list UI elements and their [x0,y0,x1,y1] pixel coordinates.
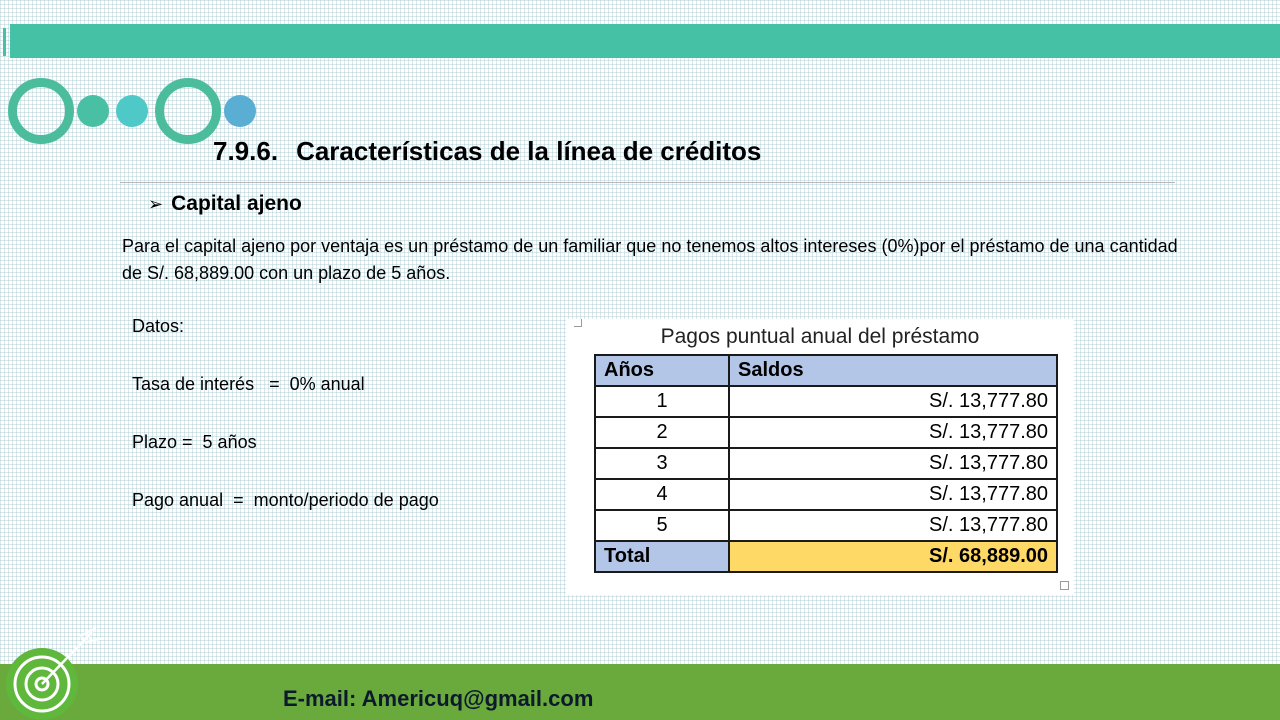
total-amount: S/. 68,889.00 [729,541,1057,572]
table-row [595,479,1057,510]
row-amount: S/. 13,777.80 [729,417,1057,448]
title-number: 7.9.6. [213,136,279,166]
table-row [595,510,1057,541]
footer-bar [0,664,1280,720]
dot-circle-teal [77,95,109,127]
ring-circle-large-1 [8,78,74,144]
payment-table [594,354,1058,573]
ring-circle-large-2 [155,78,221,144]
table-title: Pagos puntual anual del préstamo [660,325,980,348]
datos-term: Plazo = 5 años [132,432,257,452]
total-label: Total [595,541,729,572]
top-accent-tick [3,28,6,56]
top-accent-bar [10,24,1280,58]
table-row [595,417,1057,448]
page-title [213,136,761,167]
row-amount: S/. 13,777.80 [729,479,1057,510]
dot-circle-aqua [116,95,148,127]
bullet-capital-ajeno [148,192,302,216]
footer-email: E-mail: Americuq@gmail.com [283,686,594,711]
datos-block [132,312,439,515]
row-year: 4 [595,479,729,510]
target-logo-icon [0,626,110,720]
table-header-row [595,355,1057,386]
row-amount: S/. 13,777.80 [729,448,1057,479]
row-year: 5 [595,510,729,541]
table-row [595,448,1057,479]
header-balances: Saldos [729,355,1057,386]
datos-payment: Pago anual = monto/periodo de pago [132,490,439,510]
header-years: Años [595,355,729,386]
table-row [595,386,1057,417]
arrow-bullet-icon: ➢ [148,194,164,214]
table-total-row [595,541,1057,572]
bullet-text: Capital ajeno [171,192,302,215]
dot-circle-blue [224,95,256,127]
datos-rate: Tasa de interés = 0% anual [132,374,365,394]
resize-handle-bottom-right [1060,581,1069,590]
datos-heading: Datos: [132,316,185,336]
title-divider [120,182,1175,183]
title-text: Características de la línea de créditos [296,136,762,166]
row-year: 1 [595,386,729,417]
description-paragraph: Para el capital ajeno por ventaja es un préstamo de un familiar que no tenemos altos intereses (0%)por el préstamo de una cantidad de S/. 68,889.00 con un plazo de 5 años. [122,236,1178,283]
payment-table-image [566,319,1074,595]
row-amount: S/. 13,777.80 [729,386,1057,417]
row-year: 3 [595,448,729,479]
row-year: 2 [595,417,729,448]
row-amount: S/. 13,777.80 [729,510,1057,541]
